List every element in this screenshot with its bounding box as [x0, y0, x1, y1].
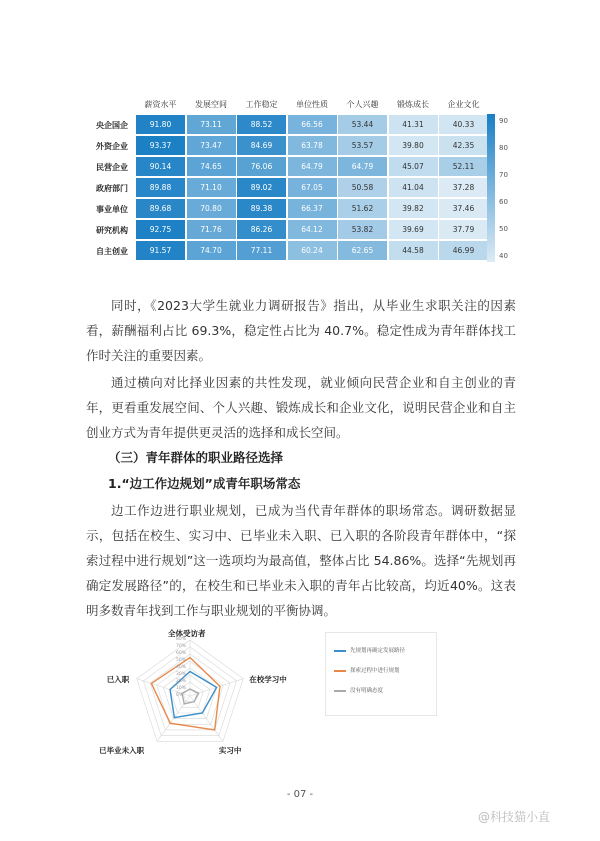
legend-swatch [334, 650, 346, 652]
heatmap-cell: 73.47 [187, 136, 236, 155]
heatmap-cell: 53.82 [338, 220, 387, 239]
page-number: - 07 - [286, 789, 314, 800]
heatmap-cell: 39.82 [389, 199, 438, 218]
heatmap-cell: 66.56 [288, 115, 337, 134]
heatmap-cell: 93.37 [136, 136, 185, 155]
colorbar-tick-label: 60 [499, 198, 508, 206]
legend-label: 先规划再确定发展路径 [350, 648, 406, 654]
heatmap-cell: 46.99 [439, 241, 488, 260]
radar-axis-label: 已入职 [106, 674, 130, 684]
heatmap-cell: 89.88 [136, 178, 185, 197]
heatmap-cell: 39.80 [389, 136, 438, 155]
radar-tick-label: 0% [176, 693, 184, 698]
subsection-heading: 1.“边工作边规划”成青年职场常态 [108, 476, 301, 491]
legend-swatch [334, 670, 346, 672]
paragraph-2: 通过横向对比择业因素的共性发现，就业倾向民营企业和自主创业的青年，更看重发展空间、个人兴趣、锻炼成长和企业文化，说明民营企业和自主创业方式为青年提供更灵活的选择和成长空间。 [86, 375, 516, 440]
heatmap-cell: 76.06 [237, 157, 286, 176]
heatmap-column-header: 企业文化 [447, 100, 480, 109]
legend-swatch [334, 690, 346, 692]
colorbar-tick-label: 70 [499, 171, 508, 179]
heatmap-cell: 89.02 [237, 178, 286, 197]
paragraph-1: 同时，《2023大学生就业力调研报告》指出，从毕业生求职关注的因素看，薪酬福利占比 69.3%，稳定性占比为 40.7%。稳定性成为青年群体找工作时关注的重要因素。 [86, 298, 516, 363]
radar-chart [100, 628, 320, 758]
radar-tick-label: 30% [176, 672, 187, 677]
radar-axis-label: 全体受访者 [168, 629, 206, 638]
heatmap-cell: 64.12 [288, 220, 337, 239]
heatmap-cell: 53.44 [338, 115, 387, 134]
heatmap-cell: 70.80 [187, 199, 236, 218]
heatmap-cell: 74.70 [187, 241, 236, 260]
heatmap-cell: 67.05 [288, 178, 337, 197]
heatmap-row-header: 事业单位 [96, 205, 128, 214]
paragraph-3: 边工作边进行职业规划，已成为当代青年群体的职场常态。调研数据显示，包括在校生、实习中、已毕业未入职、已入职的各阶段青年群体中，“探索过程中进行规划”这一选项均为最高值，整体占比 54.86%。选择“先规划再确定发展路径”的，在校生和已毕业未入职的青年占比较高，均近40%。这表明多数青年找到工作与职业规划的平衡协调。 [86, 503, 516, 618]
legend-label: 探索过程中进行规划 [350, 668, 400, 674]
heatmap-row-header: 自主创业 [96, 247, 128, 256]
colorbar-tick-label: 50 [499, 225, 508, 233]
colorbar [487, 114, 495, 262]
heatmap-cell: 44.58 [389, 241, 438, 260]
section-heading: （三）青年群体的职业路径选择 [108, 450, 284, 465]
heatmap-cell: 90.14 [136, 157, 185, 176]
heatmap-row-header: 民营企业 [96, 163, 128, 172]
colorbar-tick-label: 40 [499, 252, 508, 260]
heatmap-column-header: 发展空间 [195, 100, 227, 109]
heatmap-cell: 37.46 [439, 199, 488, 218]
heatmap-row-header: 外资企业 [96, 142, 128, 151]
radar-tick-label: 70% [176, 644, 187, 649]
heatmap-row-header: 央企国企 [96, 121, 128, 130]
radar-legend [325, 632, 437, 716]
radar-axis-label: 已毕业未入职 [99, 746, 145, 756]
heatmap-cell: 86.26 [237, 220, 286, 239]
heatmap-cell: 92.75 [136, 220, 185, 239]
heatmap-cell: 41.04 [389, 178, 438, 197]
heatmap-cell: 45.07 [389, 157, 438, 176]
heatmap-cell: 71.10 [187, 178, 236, 197]
heatmap-cell: 89.68 [136, 199, 185, 218]
heatmap-cell: 50.58 [338, 178, 387, 197]
heatmap-column-header: 单位性质 [296, 100, 328, 109]
heatmap-cell: 37.28 [439, 178, 488, 197]
heatmap-cell: 37.79 [439, 220, 488, 239]
radar-tick-label: 10% [176, 686, 187, 691]
heatmap-cell: 71.76 [187, 220, 236, 239]
watermark: @科技猫小直 [478, 810, 551, 824]
heatmap-cell: 73.11 [187, 115, 236, 134]
heatmap-cell: 66.37 [288, 199, 337, 218]
heatmap-cell: 89.38 [237, 199, 286, 218]
heatmap-cell: 88.52 [237, 115, 286, 134]
heatmap-cell: 64.79 [288, 157, 337, 176]
radar-tick-label: 80% [176, 637, 187, 642]
heatmap-cell: 53.57 [338, 136, 387, 155]
heatmap-cell: 77.11 [237, 241, 286, 260]
heatmap-cell: 42.35 [439, 136, 488, 155]
radar-tick-label: 60% [176, 651, 187, 656]
legend-label: 没有明确态度 [350, 688, 384, 694]
heatmap-cell: 74.65 [187, 157, 236, 176]
radar-tick-label: 20% [176, 679, 187, 684]
radar-tick-label: 50% [176, 658, 187, 663]
heatmap-row-header: 政府部门 [96, 184, 128, 193]
heatmap-cell: 52.11 [439, 157, 488, 176]
heatmap-cell: 91.57 [136, 241, 185, 260]
heatmap-cell: 51.62 [338, 199, 387, 218]
radar-axis-label: 实习中 [218, 746, 242, 756]
heatmap-column-header: 薪资水平 [144, 100, 177, 109]
heatmap-cell: 91.80 [136, 115, 185, 134]
heatmap-cell: 64.79 [338, 157, 387, 176]
heatmap-cell: 84.69 [237, 136, 286, 155]
heatmap-column-header: 个人兴趣 [346, 100, 379, 109]
heatmap-cell: 39.69 [389, 220, 438, 239]
colorbar-tick-label: 80 [499, 144, 508, 152]
heatmap-row-header: 研究机构 [96, 226, 128, 235]
radar-tick-label: 40% [176, 665, 187, 670]
colorbar-tick-label: 90 [499, 117, 508, 125]
radar-axis-label: 在校学习中 [249, 674, 287, 684]
heatmap-column-header: 锻炼成长 [397, 100, 429, 109]
heatmap-cell: 60.24 [288, 241, 337, 260]
heatmap-column-header: 工作稳定 [245, 100, 278, 109]
heatmap-cell: 40.33 [439, 115, 488, 134]
heatmap-cell: 41.31 [389, 115, 438, 134]
heatmap-cell: 62.65 [338, 241, 387, 260]
heatmap-cell: 63.78 [288, 136, 337, 155]
